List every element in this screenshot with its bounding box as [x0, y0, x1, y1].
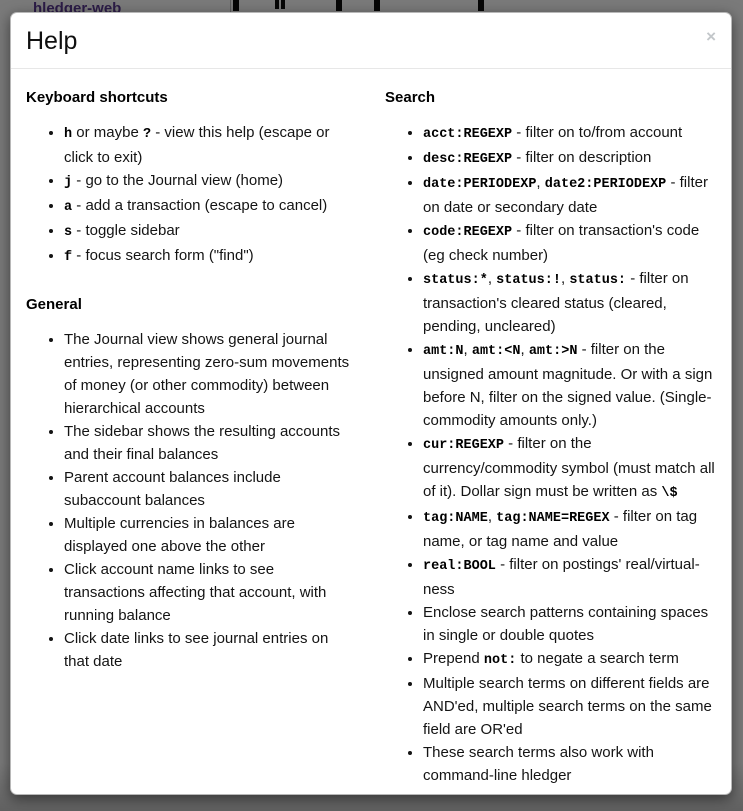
help-item: • tag:NAME, tag:NAME=REGEX - filter on tag name, or tag name and value — [423, 505, 716, 553]
help-list — [385, 121, 716, 787]
help-list — [26, 328, 357, 673]
help-modal — [10, 12, 732, 795]
help-item: • Multiple search terms on different fields are AND'ed, multiple search terms on the same field are OR'ed — [423, 672, 716, 741]
help-item: • cur:REGEXP - filter on the currency/commodity symbol (must match all of it). Dollar sign must be written as \$ — [423, 432, 716, 505]
help-column-right — [371, 81, 716, 795]
help-item: • Multiple currencies in balances are displayed one above the other — [64, 512, 357, 558]
help-item: • status:*, status:!, status: - filter on transaction's cleared status (cleared, pending, uncleared) — [423, 267, 716, 338]
close-icon[interactable]: × — [706, 27, 716, 46]
help-item: • These search terms also work with command-line hledger — [423, 741, 716, 787]
help-item: • Enclose search patterns containing spaces in single or double quotes — [423, 601, 716, 647]
help-list — [26, 121, 357, 269]
modal-title: Help — [26, 27, 78, 55]
help-item: • Prepend not: to negate a search term — [423, 647, 716, 672]
section-heading: Keyboard shortcuts — [26, 89, 168, 106]
help-item: • acct:REGEXP - filter on to/from account — [423, 121, 716, 146]
help-item: • Click account name links to see transactions affecting that account, with running balance — [64, 558, 357, 627]
help-item: • code:REGEXP - filter on transaction's code (eg check number) — [423, 219, 716, 267]
section-heading: General — [26, 296, 82, 313]
help-column-left — [26, 81, 371, 795]
help-item: • h or maybe ? - view this help (escape or click to exit) — [64, 121, 357, 169]
section-heading: Search — [385, 89, 436, 106]
help-item: • The Journal view shows general journal entries, representing zero-sum movements of money (or other commodity) between hierarchical accounts — [64, 328, 357, 420]
help-item: • Click date links to see journal entries on that date — [64, 627, 357, 673]
help-item: • j - go to the Journal view (home) — [64, 169, 357, 194]
modal-header — [11, 13, 731, 69]
help-item: • f - focus search form ("find") — [64, 244, 357, 269]
help-item: • date:PERIODEXP, date2:PERIODEXP - filter on date or secondary date — [423, 171, 716, 219]
modal-body — [11, 69, 731, 795]
help-item: • Parent account balances include subaccount balances — [64, 466, 357, 512]
help-item: • desc:REGEXP - filter on description — [423, 146, 716, 171]
help-item: • The sidebar shows the resulting accounts and their final balances — [64, 420, 357, 466]
help-item: • real:BOOL - filter on postings' real/virtual-ness — [423, 553, 716, 601]
help-item: • amt:N, amt:<N, amt:>N - filter on the unsigned amount magnitude. Or with a sign before N, filter on the signed value. (Single-commodity amounts only.) — [423, 338, 716, 432]
help-item: • a - add a transaction (escape to cancel) — [64, 194, 357, 219]
help-item: • s - toggle sidebar — [64, 219, 357, 244]
